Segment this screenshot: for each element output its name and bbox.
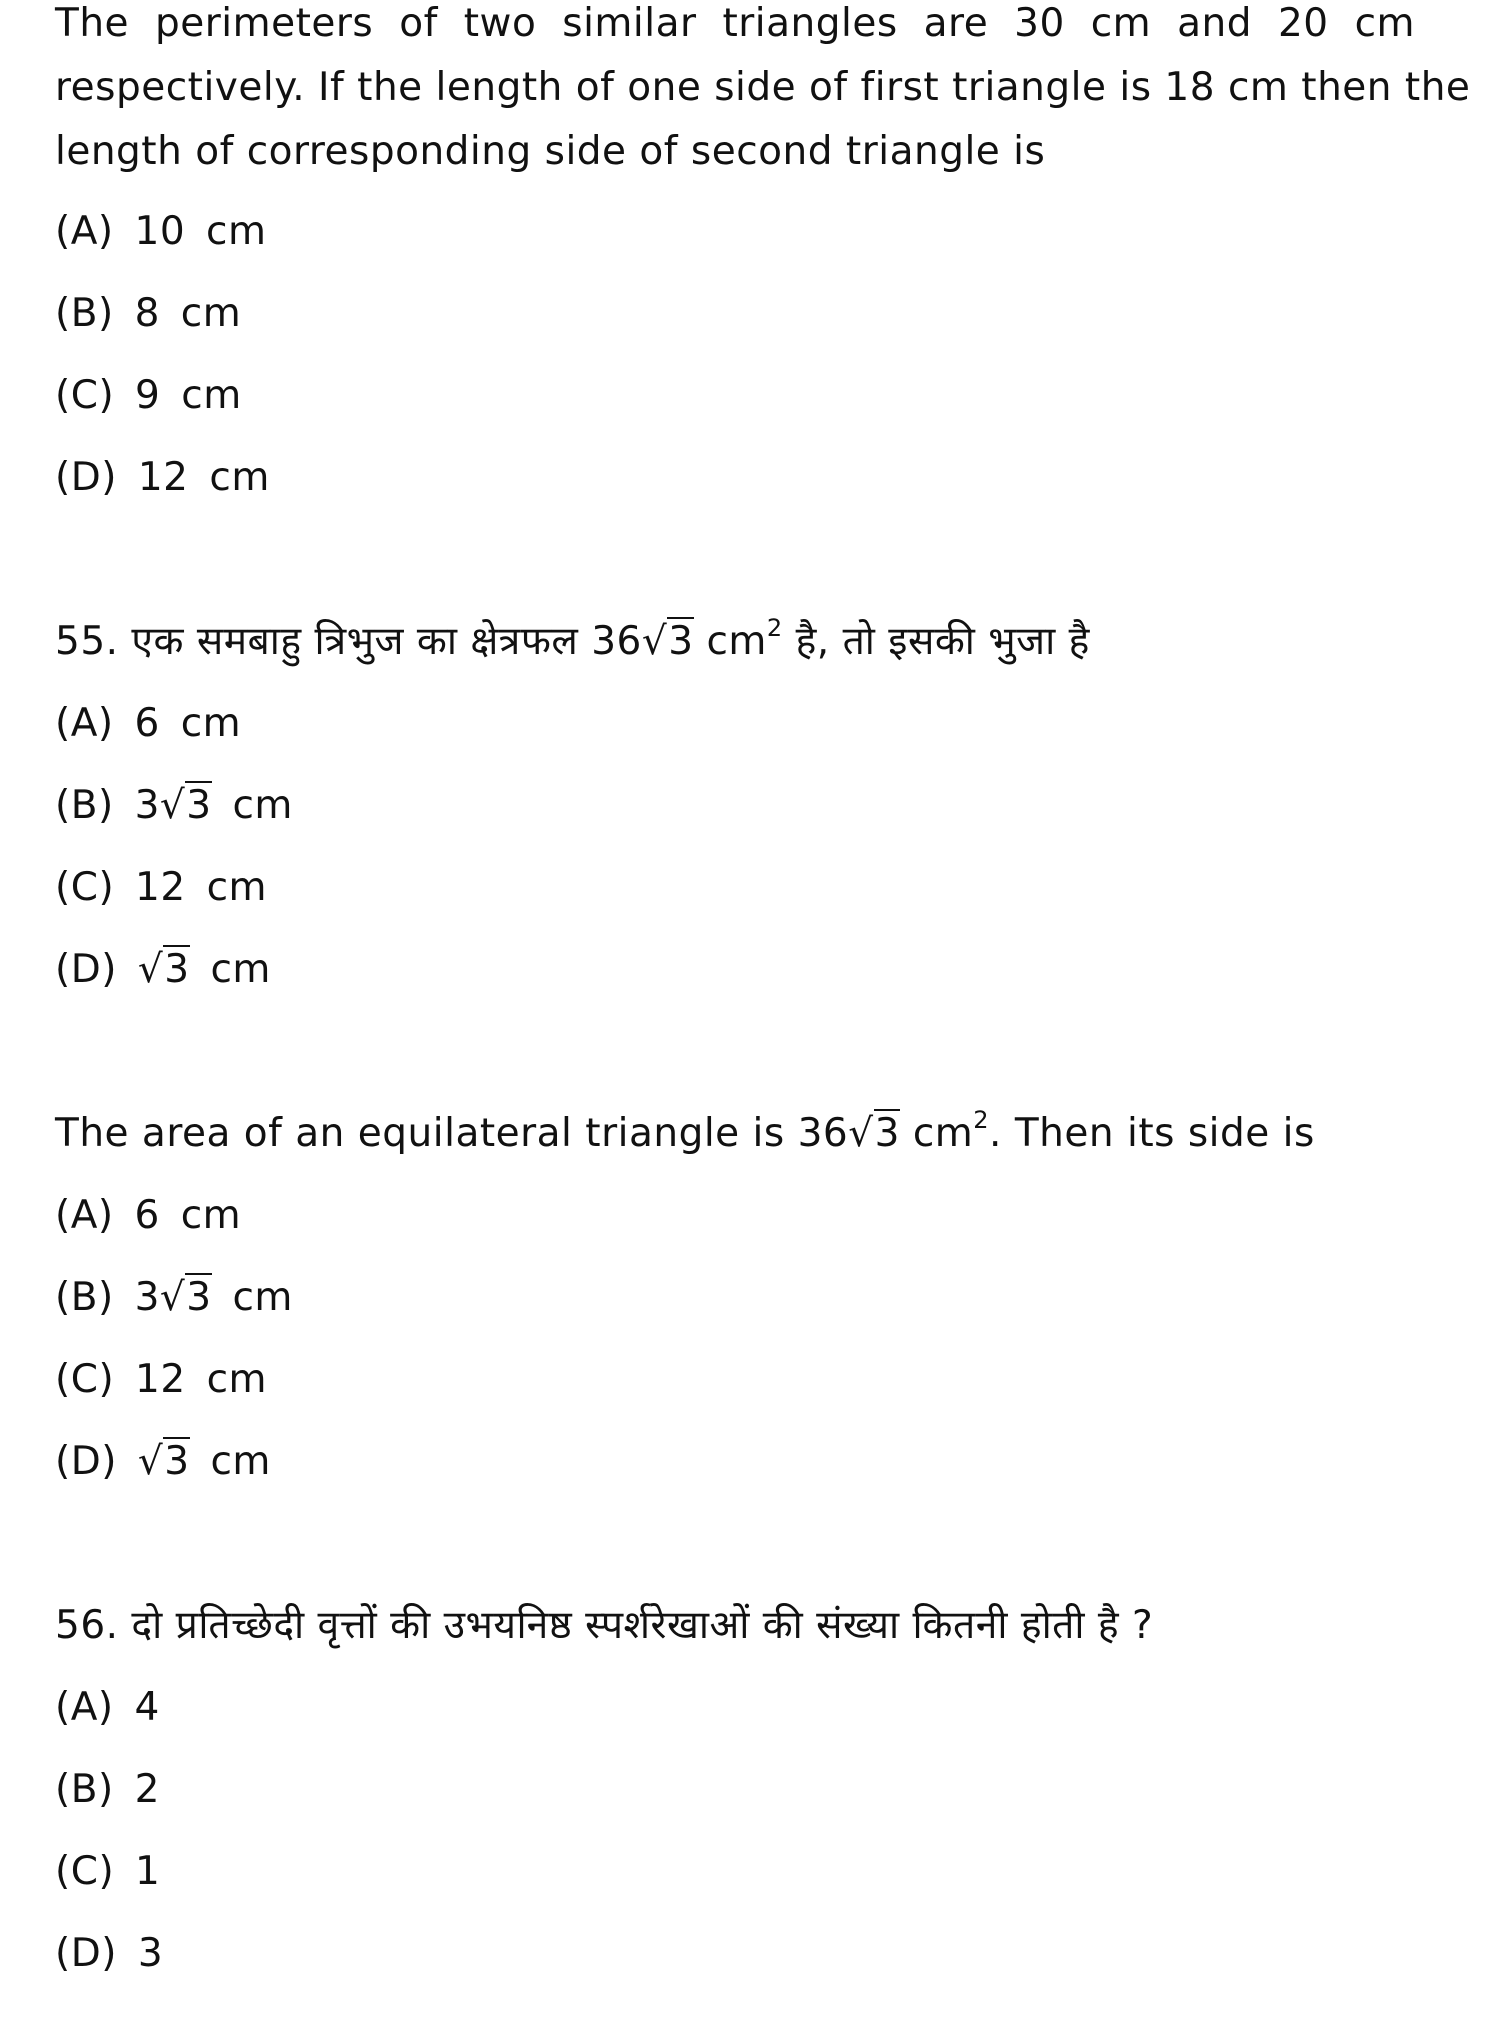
sqrt-symbol: √3 [137, 947, 190, 992]
sqrt-symbol: √3 [641, 619, 694, 664]
q54-stem-line-3: length of corresponding side of second triangle is [55, 129, 1046, 174]
q54-option-d: (D) 12 cm [55, 455, 270, 500]
q55-hindi-stem [55, 614, 1090, 666]
q54-option-c: (C) 9 cm [55, 373, 242, 418]
q54-stem-line-1: The perimeters of two similar triangles are 30 cm and 20 cm [55, 1, 1415, 46]
sqrt-symbol: √3 [159, 1275, 212, 1320]
q55-hindi-option-d: (D) √3 cm [55, 947, 271, 992]
q55-english-stem: The area of an equilateral triangle is 36√3 $cm^2$. Then its side is [55, 1106, 1315, 1156]
q55-english-option-d: (D) √3 cm [55, 1439, 271, 1484]
q55-hindi-stem-text: 55. एक समबाहु त्रिभुज का क्षेत्रफल 36 [55, 619, 642, 664]
q54-option-a: (A) 10 cm [55, 209, 267, 254]
sqrt-symbol: √3 [137, 1439, 190, 1484]
q55-hindi-option-c: (C) 12 cm [55, 865, 268, 910]
q56-hindi-stem: 56. दो प्रतिच्छेदी वृत्तों की उभयनिष्ठ स्पर्शरेखाओं की संख्या कितनी होती है ? [55, 1603, 1154, 1648]
q56-option-c: (C) 1 [55, 1849, 161, 1894]
q55-english-option-a: (A) 6 cm [55, 1193, 242, 1238]
unit: cm [693, 619, 767, 664]
q56-option-b: (B) 2 [55, 1767, 160, 1812]
radicand: 3 [668, 619, 694, 664]
q55-hindi-option-a: (A) 6 cm [55, 701, 242, 746]
q54-stem-line-2: respectively. If the length of one side of first triangle is 18 cm then the [55, 65, 1471, 110]
q56-option-a: (A) 4 [55, 1685, 160, 1730]
exponent: 2 [766, 614, 783, 642]
exponent: 2 [973, 1106, 990, 1134]
q56-option-d: (D) 3 [55, 1931, 164, 1976]
q55-hindi-stem-tail: है, तो इसकी भुजा है [782, 619, 1090, 664]
q55-english-option-c: (C) 12 cm [55, 1357, 268, 1402]
q55-english-option-b: (B) 3√3 cm [55, 1275, 293, 1320]
q54-option-b: (B) 8 cm [55, 291, 242, 336]
q55-hindi-option-b: (B) 3√3 cm [55, 783, 293, 828]
sqrt-symbol: √3 [159, 783, 212, 828]
sqrt-symbol: √3 [848, 1111, 900, 1156]
